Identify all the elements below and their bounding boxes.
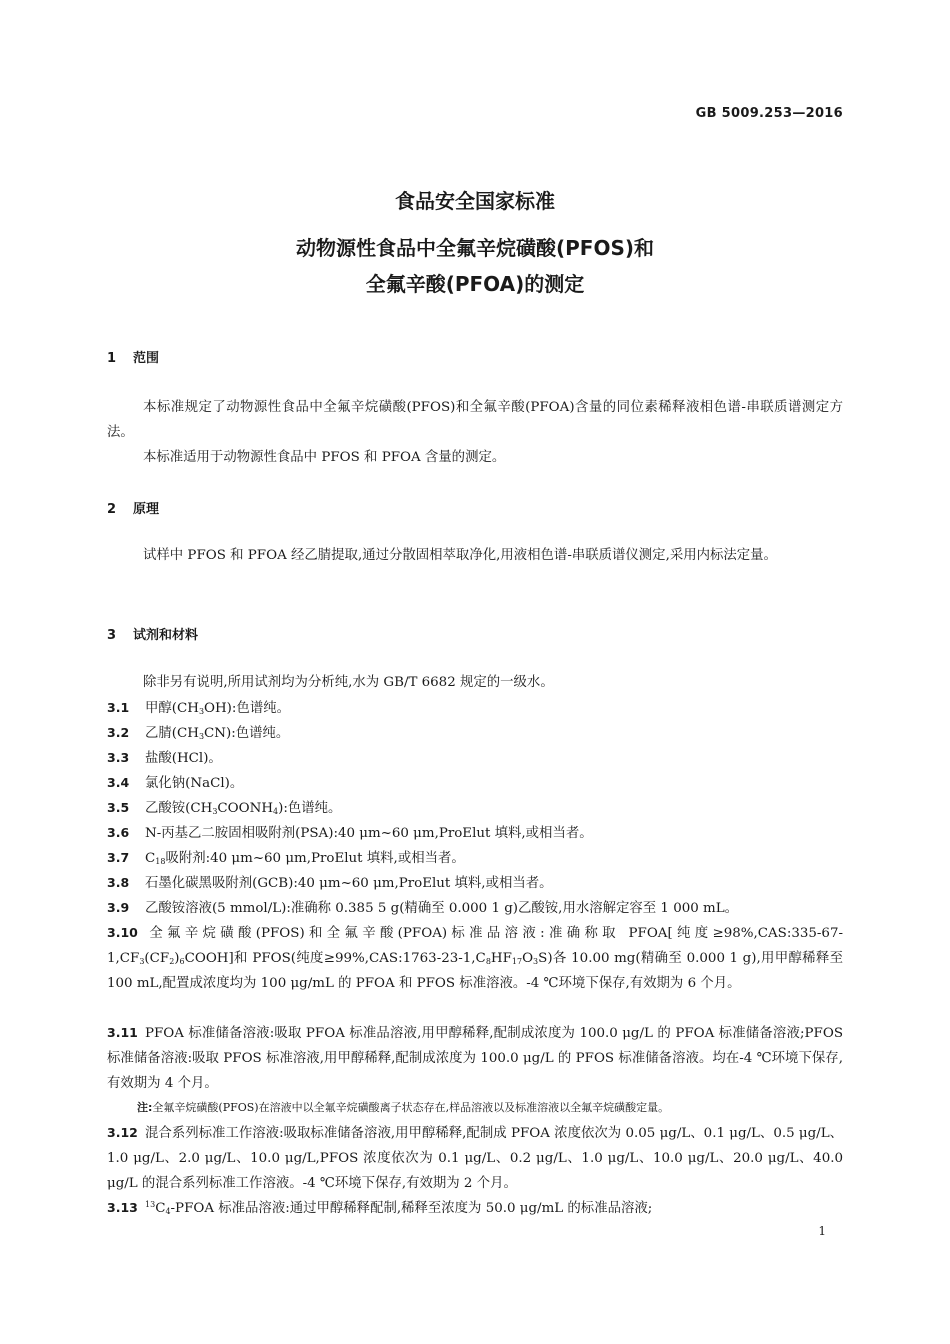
subscript: 3: [212, 807, 218, 816]
item-text: ): [174, 951, 180, 966]
title-line-1: 食品安全国家标准: [395, 189, 555, 213]
subscript: 8: [485, 957, 491, 966]
item-text: O: [522, 951, 534, 966]
item-text: HF: [490, 951, 512, 966]
item-number: 3.5: [107, 800, 130, 815]
subscript: 18: [155, 857, 166, 866]
item-3-13: [107, 1195, 843, 1221]
item-number: 3.12: [107, 1125, 138, 1140]
subscript: 17: [511, 957, 523, 966]
title-line-2: 动物源性食品中全氟辛烷磺酸(PFOS)和: [295, 236, 654, 260]
item-3-10: [107, 920, 843, 996]
item-text: 甲醇(CH: [145, 701, 199, 716]
standard-code: GB 5009.253—2016: [695, 106, 843, 121]
item-number: 3.13: [107, 1200, 138, 1215]
section-number: 1: [107, 351, 117, 366]
item-text: 石墨化碳黑吸附剂(GCB):40 μm~60 μm,ProElut 填料,或相当者。: [145, 876, 553, 891]
section-title: 原理: [133, 502, 160, 517]
section-title: 试剂和材料: [133, 628, 199, 643]
item-number: 3.2: [107, 725, 130, 740]
item-text: CN):色谱纯。: [204, 726, 290, 741]
item-text: 氯化钠(NaCl)。: [145, 776, 244, 791]
item-text: N-丙基乙二胺固相吸附剂(PSA):40 μm~60 μm,ProElut 填料,或相当者。: [145, 826, 593, 841]
item-number: 3.8: [107, 875, 130, 890]
item-3-12: [107, 1120, 843, 1196]
item-3-11: [107, 1020, 843, 1096]
item-number: 3.9: [107, 900, 130, 915]
subscript: 3: [198, 707, 205, 716]
subscript: 4: [273, 807, 279, 816]
item-text: 乙酸铵溶液(5 mmol/L):准确称 0.385 5 g(精确至 0.000 1 g)乙酸铵,用水溶解定容至 1 000 mL。: [145, 901, 739, 916]
item-3-3: [107, 745, 843, 771]
item-text: 盐酸(HCl)。: [145, 751, 222, 766]
scope-paragraph-2: 本标准适用于动物源性食品中 PFOS 和 PFOA 含量的测定。: [143, 450, 506, 465]
item-3-9: [107, 895, 843, 921]
item-text: COONH: [217, 801, 274, 816]
section-heading-principle: [107, 498, 159, 517]
item-text: 吸附剂:40 μm~60 μm,ProElut 填料,或相当者。: [165, 851, 465, 866]
item-number: 3.6: [107, 825, 130, 840]
item-number: 3.3: [107, 750, 130, 765]
section-number: 3: [107, 628, 117, 643]
item-number: 3.10: [107, 925, 138, 940]
section-title: 范围: [133, 351, 160, 366]
scope-paragraph-1: 本标准规定了动物源性食品中全氟辛烷磺酸(PFOS)和全氟辛酸(PFOA)含量的同位素稀释液相色谱-串联质谱测定方法。: [107, 400, 843, 440]
note-text: 全氟辛烷磺酸(PFOS)在溶液中以全氟辛烷磺酸离子状态存在,样品溶液以及标准溶液以全氟辛烷磺酸定量。: [152, 1101, 670, 1114]
item-3-1: [107, 695, 843, 721]
reagents-intro: 除非另有说明,所用试剂均为分析纯,水为 GB/T 6682 规定的一级水。: [143, 675, 554, 690]
item-number: 3.7: [107, 850, 130, 865]
item-text: 全氟辛烷磺酸(PFOS)和全氟辛酸(PFOA)标准品溶液:准确称取 PFOA[纯度≥98%,CAS:335-67-1,CF: [107, 926, 843, 966]
subscript: 4: [165, 1207, 171, 1216]
subscript: 3: [139, 957, 145, 966]
note-label: 注:: [137, 1101, 153, 1114]
section-heading-reagents: [107, 624, 198, 643]
superscript: 13: [145, 1200, 156, 1209]
principle-paragraph: 试样中 PFOS 和 PFOA 经乙腈提取,通过分散固相萃取净化,用液相色谱-串联质谱仪测定,采用内标法定量。: [143, 548, 777, 563]
item-3-7: [107, 845, 843, 871]
section-number: 2: [107, 502, 117, 517]
item-text: 混合系列标准工作溶液:吸取标准储备溶液,用甲醇稀释,配制成 PFOA 浓度依次为 0.05 μg/L、0.1 μg/L、0.5 μg/L、1.0 μg/L、2.0 μg/L、10.0 μg/L,PFOS 浓度依次为 0.1 μg/L、0.2 μg/L、1.0 μg/L、10.0 μg/L、20.0 μg/L、40.0 μg/L 的混合系列标准工作溶液。-4 ℃环境下保存,有效期为 2 个月。: [107, 1126, 843, 1191]
subscript: 3: [198, 732, 205, 741]
section-heading-scope: [107, 347, 159, 366]
item-number: 3.4: [107, 775, 130, 790]
subscript: 3: [533, 957, 539, 966]
item-text: C: [145, 851, 156, 866]
subscript: 6: [179, 957, 185, 966]
item-text: 乙腈(CH: [145, 726, 199, 741]
item-3-4: [107, 770, 843, 796]
item-3-6: [107, 820, 843, 846]
item-3-2: [107, 720, 843, 746]
page-number: 1: [818, 1224, 826, 1238]
item-number: 3.11: [107, 1025, 138, 1040]
item-text: 乙酸铵(CH: [145, 801, 213, 816]
item-text: (CF: [144, 951, 170, 966]
item-text: -PFOA 标准品溶液:通过甲醇稀释配制,稀释至浓度为 50.0 μg/mL 的标准品溶液;: [170, 1201, 653, 1216]
item-3-5: [107, 795, 843, 821]
item-number: 3.1: [107, 700, 130, 715]
item-text: C: [155, 1201, 166, 1216]
subscript: 2: [169, 957, 175, 966]
item-text: OH):色谱纯。: [204, 701, 290, 716]
title-line-3: 全氟辛酸(PFOA)的测定: [365, 272, 585, 296]
note: [137, 1099, 843, 1117]
item-text: PFOA 标准储备溶液:吸取 PFOA 标准品溶液,用甲醇稀释,配制成浓度为 100.0 μg/L 的 PFOA 标准储备溶液;PFOS 标准储备溶液:吸取 PFOS 标准溶液,用甲醇稀释,配制成浓度为 100.0 μg/L 的 PFOS 标准储备溶液。均在-4 ℃环境下保存,有效期为 4 个月。: [107, 1026, 843, 1091]
item-3-8: [107, 870, 843, 896]
item-text: S)各 10.00 mg(精确至 0.000 1 g),用甲醇稀释至 100 mL,配置成浓度均为 100 μg/mL 的 PFOA 和 PFOS 标准溶液。-4 ℃环境下保存,有效期为 6 个月。: [107, 951, 843, 991]
item-text: ):色谱纯。: [278, 801, 342, 816]
item-text: COOH]和 PFOS(纯度≥99%,CAS:1763-23-1,C: [184, 951, 486, 966]
